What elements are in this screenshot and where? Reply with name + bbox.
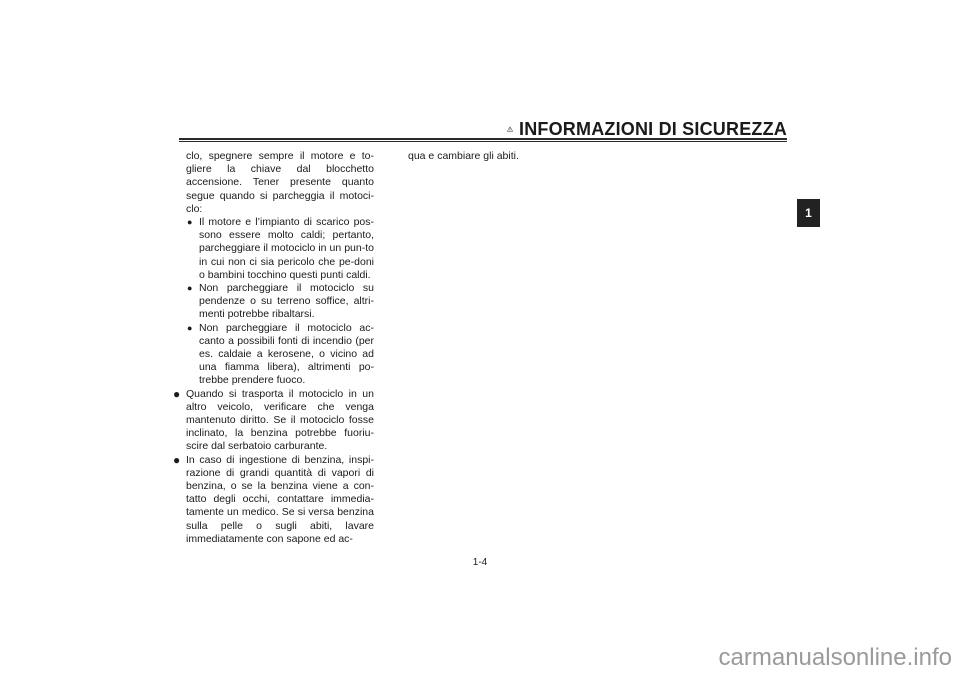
- main-bullet-item: ● In caso di ingestione di benzina, inspi-razione di grandi quantità di vapori di benzina, o se la benzina viene a con-tatto degli occhi, contattare immedia-tamente un medico. Se si versa benzina sulla pelle o sugli abiti, lavare immediatamente con sapone ed ac-: [173, 452, 374, 545]
- page-number: 1-4: [472, 557, 488, 568]
- continuation-text: qua e cambiare gli abiti.: [408, 150, 519, 162]
- bullet-icon: ●: [173, 452, 181, 467]
- small-bullet-icon: ●: [187, 217, 193, 228]
- sub-bullet-item: ● Non parcheggiare il motociclo su pendenze o su terreno soffice, altri-menti potrebbe ribaltarsi.: [187, 282, 374, 321]
- header-rule: [179, 138, 787, 140]
- right-column: [408, 150, 598, 163]
- sub-bullet-item: ● Il motore e l’impianto di scarico pos-sono essere molto caldi; pertanto, parcheggiare il motociclo in un pun-to in cui non ci sia pericolo che pe-doni o bambini tocchino questi punti caldi.: [187, 216, 374, 281]
- sub-bullet-item: ● Non parcheggiare il motociclo ac-canto a possibili fonti di incendio (per es. caldaie a kerosene, o vicino ad una fiamma libera), altrimenti po-trebbe prendere fuoco.: [187, 321, 374, 387]
- small-bullet-icon: ●: [187, 283, 193, 294]
- intro-paragraph: clo, spegnere sempre il motore e to-gliere la chiave dal blocchetto accensione. Tener presente quanto segue quando si parcheggia il motoci-clo:: [186, 150, 374, 215]
- page-title: INFORMAZIONI DI SICUREZZA: [519, 118, 787, 139]
- small-bullet-icon: ●: [187, 322, 193, 333]
- header-rule-thin: [179, 141, 787, 142]
- main-bullet-item: ● Quando si trasporta il motociclo in un altro veicolo, verificare che venga mantenuto diritto. Se il motociclo fosse inclinato, la benzina potrebbe fuoriu-scire dal serbatoio carburante.: [173, 386, 374, 453]
- warning-triangle-icon: [507, 121, 513, 137]
- bullet-icon: ●: [173, 386, 181, 401]
- watermark: carmanualsonline.info: [718, 644, 952, 671]
- left-column: [173, 150, 374, 546]
- main-bullet-list: [173, 388, 374, 546]
- chapter-tab: 1: [797, 199, 820, 227]
- sub-bullet-list: [186, 216, 374, 388]
